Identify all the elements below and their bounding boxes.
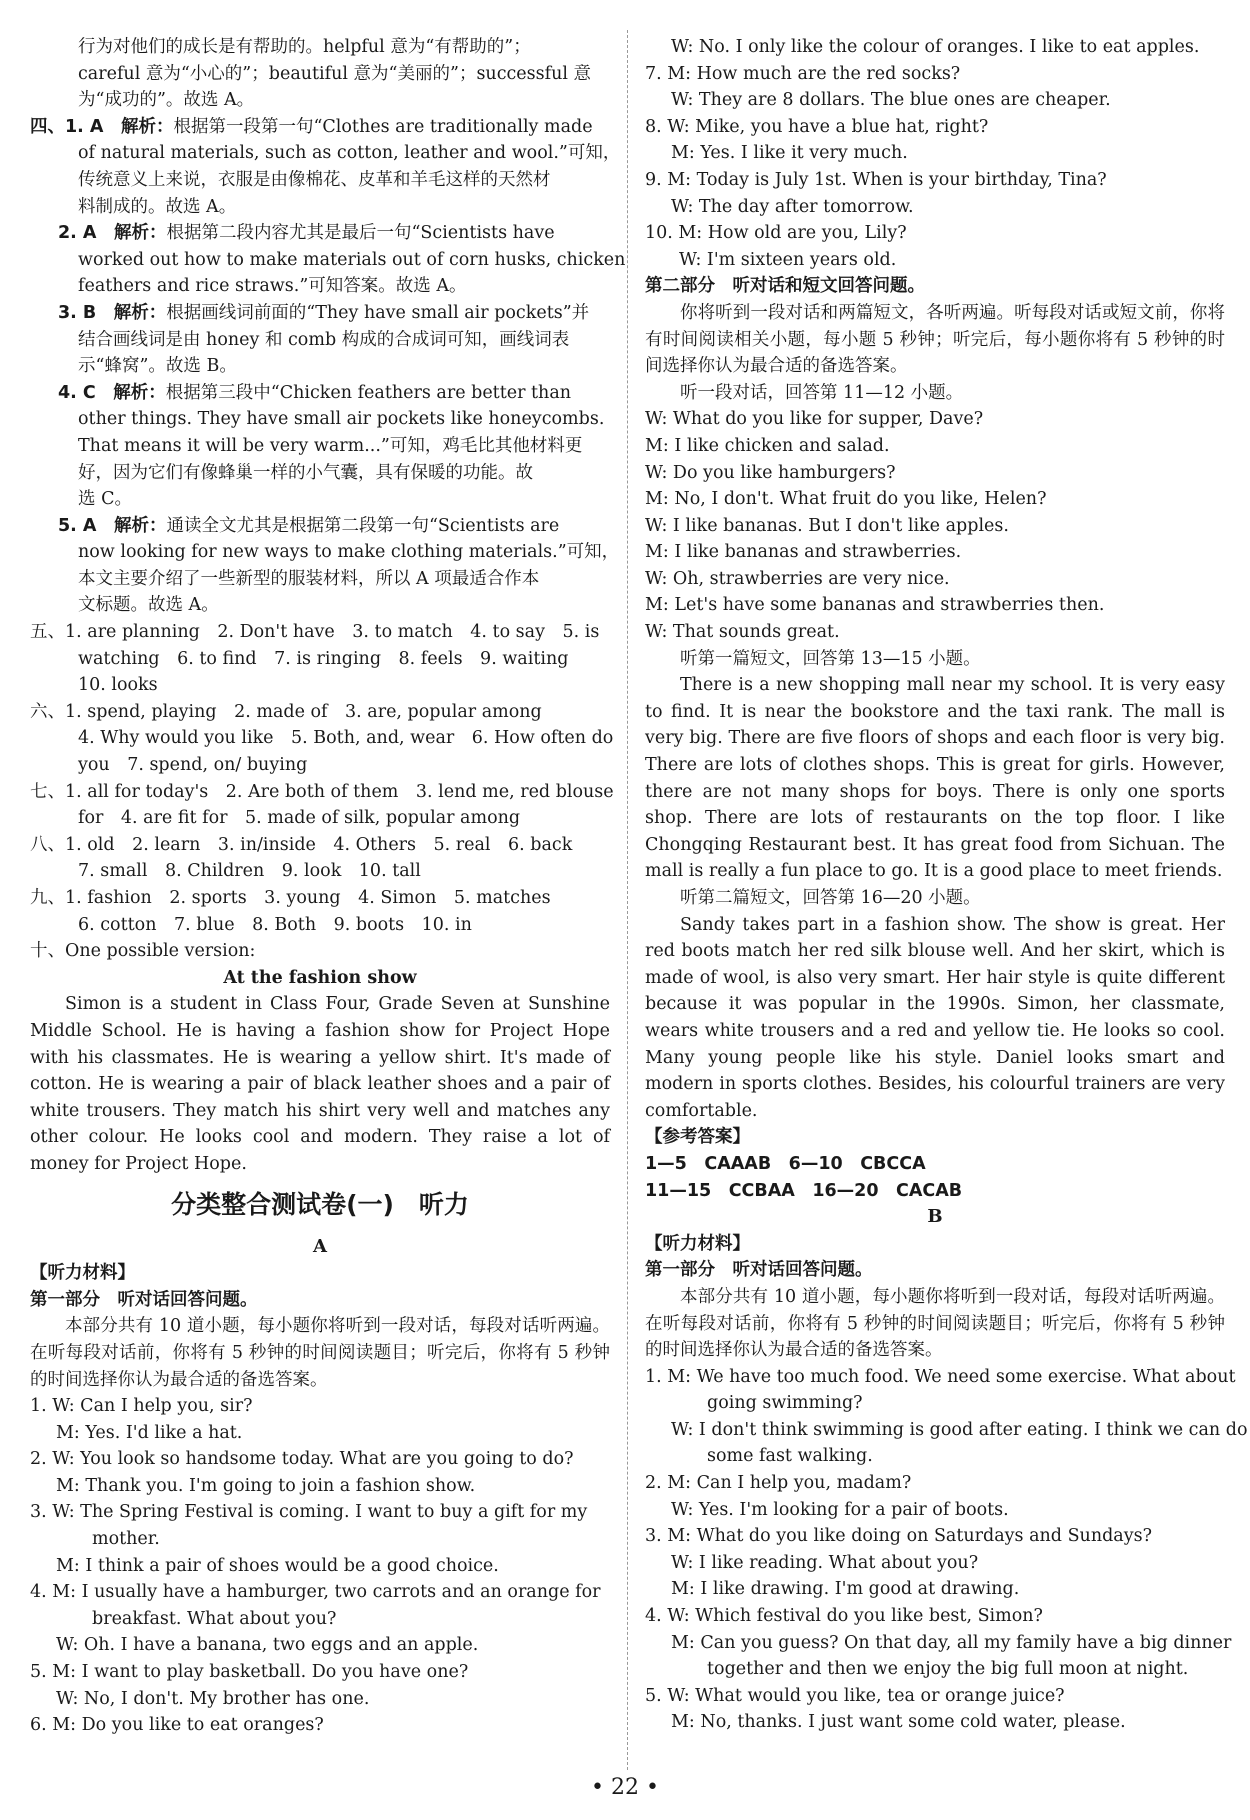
dialog-line: going swimming? bbox=[707, 1393, 863, 1414]
answer-line: 十、One possible version: bbox=[30, 941, 256, 962]
text-line: feathers and rice straws.”可知答案。故选 A。 bbox=[78, 276, 467, 297]
dialog-line: 9. M: Today is July 1st. When is your birthday, Tina? bbox=[645, 169, 1107, 190]
dialog-line: W: What do you like for supper, Dave? bbox=[645, 409, 984, 430]
answer-line: you 7. spend, on/ buying bbox=[78, 755, 308, 776]
dialog-line: W: That sounds great. bbox=[645, 622, 840, 643]
passage2-intro: 听第二篇短文，回答第 16—20 小题。 bbox=[680, 888, 981, 908]
dialog-line: 6. M: Do you like to eat oranges? bbox=[30, 1715, 324, 1736]
text-line: of natural materials, such as cotton, leather and wool.”可知， bbox=[78, 143, 621, 164]
dialog-line: M: I like bananas and strawberries. bbox=[645, 542, 962, 563]
dialog-line: 1. M: We have too much food. We need some exercise. What about bbox=[645, 1366, 1236, 1387]
dialog-line: M: Yes. I like it very much. bbox=[671, 143, 908, 164]
section-b-label: B bbox=[927, 1206, 943, 1228]
answer-key-line: 11—15 CCBAA 16—20 CACAB bbox=[645, 1180, 963, 1201]
dialog-line: mother. bbox=[92, 1529, 160, 1550]
answer-line: 九、1. fashion 2. sports 3. young 4. Simon 5. matches bbox=[30, 888, 551, 908]
passage1-intro: 听第一篇短文，回答第 13—15 小题。 bbox=[680, 648, 981, 669]
text-line: 好，因为它们有像蜂巢一样的小气囊，具有保暖的功能。故 bbox=[78, 462, 533, 483]
dialog-line: W: Oh, strawberries are very nice. bbox=[645, 568, 950, 589]
essay-body: Simon is a student in Class Four, Grade Seven at Sunshine Middle School. He is having a fashion show for Project Hope with his classmates. He is wearing a yellow shirt. It's made of cotton. He is wearing a pair of black leather shoes and a pair of white trousers. They match his shirt very well and matches any other colour. He looks cool and modern. They raise a lot of money for Project Hope. bbox=[30, 994, 610, 1174]
answer-line: 八、1. old 2. learn 3. in/inside 4. Others 5. real 6. back bbox=[30, 834, 573, 855]
text-line: That means it will be very warm...”可知，鸡毛比其他材料更 bbox=[78, 435, 583, 456]
text-line: other things. They have small air pockets like honeycombs. bbox=[78, 409, 605, 430]
dialog-line: breakfast. What about you? bbox=[92, 1608, 337, 1629]
answer-key-tag: 【参考答案】 bbox=[645, 1127, 750, 1148]
dialog-line: 5. M: I want to play basketball. Do you have one? bbox=[30, 1662, 469, 1683]
dialog-line: W: I like bananas. But I don't like apples. bbox=[645, 515, 1009, 536]
answer-line: 七、1. all for today's 2. Are both of them 3. lend me, red blouse bbox=[30, 781, 614, 802]
answer-item: 2. A 解析：根据第二段内容尤其是最后一句“Scientists have bbox=[58, 223, 555, 244]
text-line: 示“蜂窝”。故选 B。 bbox=[78, 356, 237, 377]
text-line: 选 C。 bbox=[78, 489, 132, 510]
dialog-line: M: Thank you. I'm going to join a fashion show. bbox=[56, 1475, 476, 1496]
dialog-line: M: I like drawing. I'm good at drawing. bbox=[671, 1579, 1020, 1600]
dialog-line: 3. W: The Spring Festival is coming. I want to buy a gift for my bbox=[30, 1502, 588, 1523]
answer-item: 四、1. A 解析：根据第一段第一句“Clothes are traditionally made bbox=[30, 116, 593, 137]
right-column bbox=[645, 34, 1248, 1736]
dialog-line: together and then we enjoy the big full moon at night. bbox=[707, 1659, 1189, 1680]
dialog-line: W: No. I only like the colour of oranges. I like to eat apples. bbox=[671, 37, 1200, 57]
passage1: There is a new shopping mall near my school. It is very easy to find. It is near the bookstore and the taxi rank. The mall is very big. There are five floors of shops and each floor is very big. There are lots of clothes shops. This is great for girls. However, there are not many shops for boys. There is only one sports shop. There are lots of restaurants on the top floor. I like Chongqing Restaurant best. It has great food from Sichuan. The mall is really a fun place to go. It is a good place to meet friends. bbox=[645, 675, 1225, 882]
dialog-line: 10. M: How old are you, Lily? bbox=[645, 223, 907, 244]
answer-item: 3. B 解析：根据画线词前面的“They have small air pockets”并 bbox=[58, 302, 590, 323]
dialog-line: W: No, I don't. My brother has one. bbox=[56, 1688, 370, 1709]
column-divider bbox=[627, 30, 628, 1770]
dialog-line: 3. M: What do you like doing on Saturdays and Sundays? bbox=[645, 1526, 1152, 1547]
dialog-line: M: Let's have some bananas and strawberries then. bbox=[645, 595, 1105, 616]
answer-line: 6. cotton 7. blue 8. Both 9. boots 10. in bbox=[78, 914, 472, 935]
dialog-line: 4. M: I usually have a hamburger, two carrots and an orange for bbox=[30, 1582, 601, 1603]
answer-line: for 4. are fit for 5. made of silk, popular among bbox=[78, 808, 521, 829]
text-line: 为“成功的”。故选 A。 bbox=[78, 90, 255, 111]
dialog-line: W: I don't think swimming is good after eating. I think we can do bbox=[671, 1419, 1248, 1440]
dialog-line: 7. M: How much are the red socks? bbox=[645, 63, 961, 84]
dialog-line: M: I think a pair of shoes would be a good choice. bbox=[56, 1555, 499, 1576]
dialog-line: M: No, thanks. I just want some cold water, please. bbox=[671, 1712, 1126, 1733]
answer-key-line: 1—5 CAAAB 6—10 CBCCA bbox=[645, 1153, 926, 1174]
dialog-line: 5. W: What would you like, tea or orange juice? bbox=[645, 1685, 1065, 1706]
dialog-line: W: Oh. I have a banana, two eggs and an apple. bbox=[56, 1635, 479, 1656]
dialog-line: W: The day after tomorrow. bbox=[671, 196, 914, 217]
material-tag: 【听力材料】 bbox=[30, 1263, 135, 1284]
text-line: 文标题。故选 A。 bbox=[78, 595, 219, 616]
dialog-line: M: No, I don't. What fruit do you like, Helen? bbox=[645, 489, 1047, 510]
answer-line: 7. small 8. Children 9. look 10. tall bbox=[78, 861, 421, 882]
part2-desc: 你将听到一段对话和两篇短文，各听两遍。听每段对话或短文前，你将有时间阅读相关小题，每小题 5 秒钟；听完后，每小题你将有 5 秒钟的时间选择你认为最合适的备选答案。 bbox=[645, 302, 1225, 377]
left-column bbox=[30, 34, 626, 1739]
text-line: 料制成的。故选 A。 bbox=[78, 196, 237, 217]
dialog-intro: 听一段对话，回答第 11—12 小题。 bbox=[680, 382, 964, 403]
part1-heading: 第一部分 听对话回答问题。 bbox=[30, 1289, 258, 1310]
text-line: 行为对他们的成长是有帮助的。helpful 意为“有帮助的”； bbox=[78, 37, 531, 57]
dialog-line: W: Yes. I'm looking for a pair of boots. bbox=[671, 1499, 1009, 1520]
answer-line: 五、1. are planning 2. Don't have 3. to match 4. to say 5. is bbox=[30, 622, 600, 643]
dialog-line: 8. W: Mike, you have a blue hat, right? bbox=[645, 116, 989, 137]
answer-line: 六、1. spend, playing 2. made of 3. are, popular among bbox=[30, 701, 542, 722]
passage2: Sandy takes part in a fashion show. The show is great. Her red boots match her red silk blouse well. And her skirt, which is made of wool, is also very smart. Her hair style is quite different because it was popular in the 1990s. Simon, her classmate, wears white trousers and a red and yellow tie. He looks so cool. Many young people like his style. Daniel looks smart and modern in sports clothes. Besides, his colourful trainers are very comfortable. bbox=[645, 914, 1225, 1121]
essay-title: At the fashion show bbox=[223, 967, 417, 988]
dialog-line: 4. W: Which festival do you like best, Simon? bbox=[645, 1606, 1043, 1627]
dialog-line: M: Yes. I'd like a hat. bbox=[56, 1422, 243, 1443]
text-line: 本文主要介绍了一些新型的服装材料，所以 A 项最适合作本 bbox=[78, 568, 540, 589]
dialog-line: W: I'm sixteen years old. bbox=[679, 249, 897, 270]
test-title: 分类整合测试卷(一) 听力 bbox=[171, 1189, 469, 1219]
part1-desc: 本部分共有 10 道小题，每小题你将听到一段对话，每段对话听两遍。在听每段对话前，你将有 5 秒钟的时间阅读题目；听完后，你将有 5 秒钟的时间选择你认为最合适的备选答案。 bbox=[30, 1316, 610, 1390]
answer-line: watching 6. to find 7. is ringing 8. feels 9. waiting bbox=[78, 648, 569, 669]
dialog-line: 2. W: You look so handsome today. What are you going to do? bbox=[30, 1449, 574, 1470]
dialog-line: M: Can you guess? On that day, all my family have a big dinner bbox=[671, 1632, 1232, 1653]
part1-desc: 本部分共有 10 道小题，每小题你将听到一段对话，每段对话听两遍。在听每段对话前，你将有 5 秒钟的时间阅读题目；听完后，你将有 5 秒钟的时间选择你认为最合适的备选答案。 bbox=[645, 1286, 1225, 1361]
text-line: now looking for new ways to make clothing materials.”可知， bbox=[78, 542, 620, 563]
answer-line: 10. looks bbox=[78, 675, 158, 696]
part2-heading: 第二部分 听对话和短文回答问题。 bbox=[645, 276, 925, 297]
dialog-line: W: Do you like hamburgers? bbox=[645, 462, 896, 483]
text-line: 传统意义上来说，衣服是由像棉花、皮革和羊毛这样的天然材 bbox=[78, 169, 551, 190]
section-a-label: A bbox=[313, 1235, 327, 1257]
dialog-line: W: They are 8 dollars. The blue ones are cheaper. bbox=[671, 90, 1111, 111]
dialog-line: W: I like reading. What about you? bbox=[671, 1552, 979, 1573]
dialog-line: M: I like chicken and salad. bbox=[645, 435, 890, 456]
page-number: • 22 • bbox=[591, 1775, 659, 1800]
dialog-line: some fast walking. bbox=[707, 1446, 873, 1467]
dialog-line: 1. W: Can I help you, sir? bbox=[30, 1396, 253, 1417]
text-line: worked out how to make materials out of corn husks, chicken bbox=[78, 249, 626, 270]
answer-item: 5. A 解析：通读全文尤其是根据第二段第一句“Scientists are bbox=[58, 515, 560, 536]
material-tag: 【听力材料】 bbox=[645, 1233, 750, 1254]
dialog-line: 2. M: Can I help you, madam? bbox=[645, 1473, 912, 1494]
part1-heading: 第一部分 听对话回答问题。 bbox=[645, 1260, 873, 1281]
answer-line: 4. Why would you like 5. Both, and, wear 6. How often do bbox=[78, 728, 614, 749]
text-line: 结合画线词是由 honey 和 comb 构成的合成词可知，画线词表 bbox=[78, 329, 570, 350]
answer-item: 4. C 解析：根据第三段中“Chicken feathers are better than bbox=[58, 382, 572, 403]
text-line: careful 意为“小心的”；beautiful 意为“美丽的”；successful 意 bbox=[78, 63, 592, 84]
